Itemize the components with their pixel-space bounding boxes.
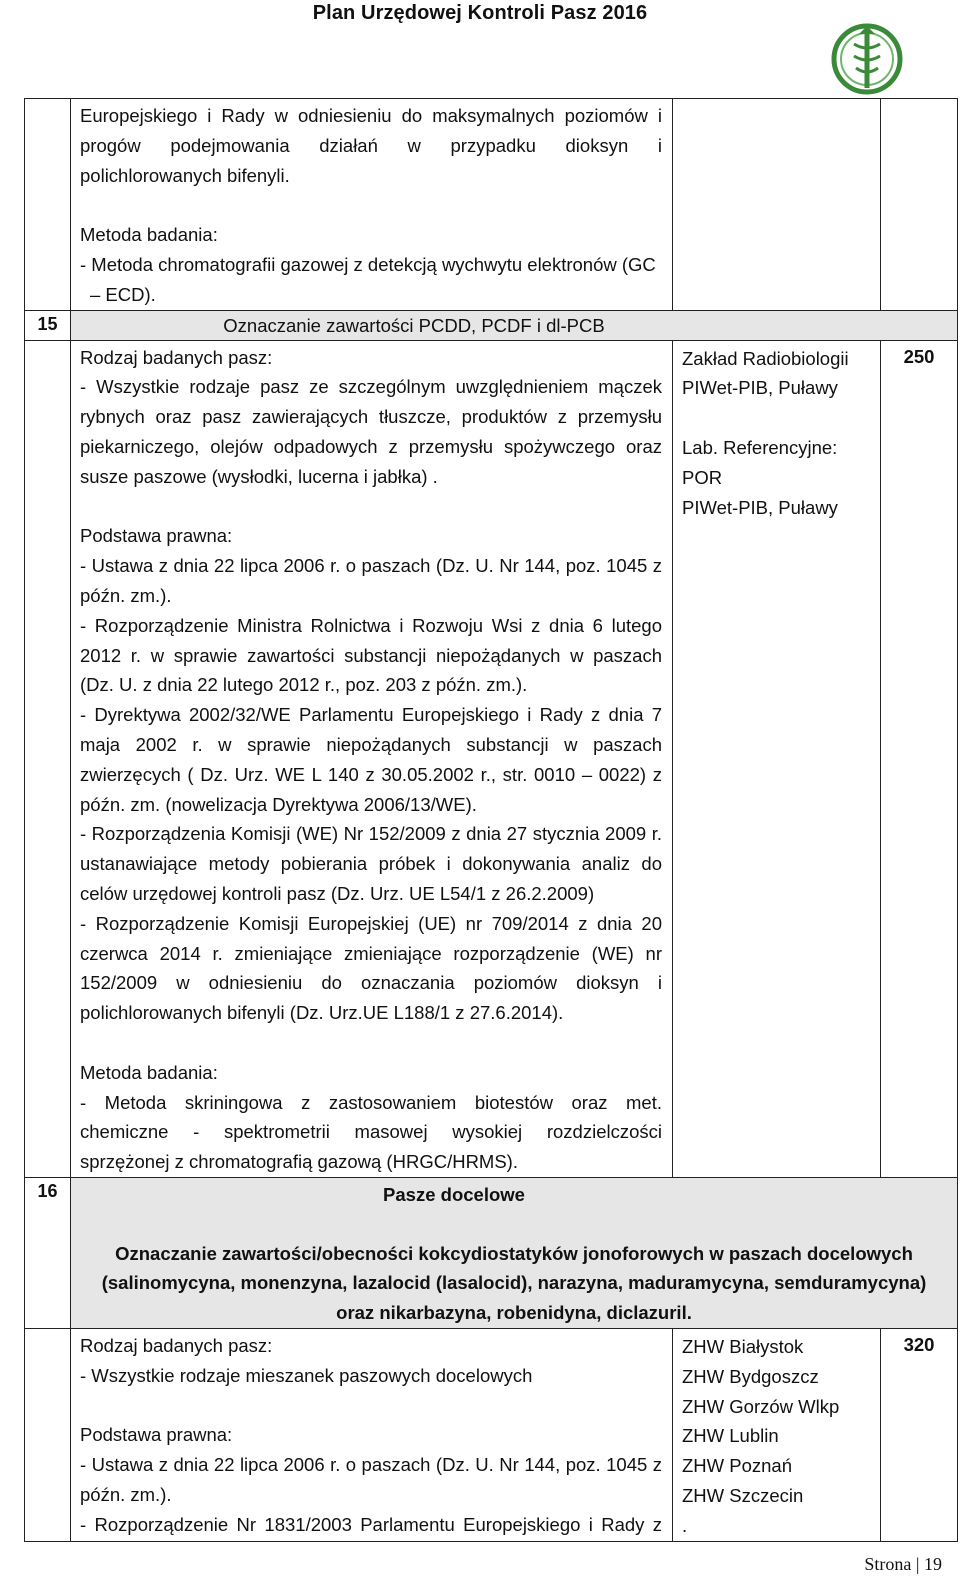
description-cell-15 — [71, 340, 673, 1177]
text-line: chemiczne - spektrometrii masowej wysokiej rozdzielczości — [80, 1121, 662, 1143]
description-cell-16 — [71, 1329, 673, 1542]
page-number: Strona | 19 — [864, 1554, 942, 1574]
text-line: progów podejmowania działań w przypadku dioksyn i — [80, 134, 662, 156]
text-line: - Ustawa z dnia 22 lipca 2006 r. o paszach (Dz. U. Nr 144, poz. 1045 z — [80, 555, 662, 577]
section-title: Pasze docelowe — [383, 1183, 525, 1205]
row-number-16: 16 — [25, 1177, 71, 1328]
row-number-15: 15 — [25, 310, 71, 340]
text-line: czerwca 2014 r. zmieniające zmieniające rozporządzenie (WE) nr — [80, 942, 662, 964]
lab-line: ZHW Bydgoszcz — [682, 1365, 819, 1387]
text-line: polichlorowanych bifenyli. — [80, 164, 290, 186]
text-line: susze paszowe (wysłodki, lucerna i jabłka) . — [80, 465, 438, 487]
lab-line: PIWet-PIB, Puławy — [682, 377, 838, 399]
text-line: - Wszystkie rodzaje mieszanek paszowych docelowych — [80, 1364, 533, 1386]
table-row-16-header — [25, 1177, 958, 1328]
subtitle-line: (salinomycyna, monenzyna, lazalocid (lasalocid), narazyna, maduramycyna, semduramycyna) — [101, 1272, 927, 1294]
text-line: późn. zm.). — [80, 1484, 172, 1506]
subtitle-line: Oznaczanie zawartości/obecności kokcydiostatyków jonoforowych w paszach docelowych — [115, 1242, 913, 1264]
text-line: - Wszystkie rodzaje pasz ze szczególnym uwzględnieniem mączek — [80, 376, 662, 398]
lab-line: POR — [682, 466, 723, 488]
description-cell — [71, 99, 673, 311]
count-cell — [881, 99, 958, 311]
text-line: rybnych oraz pasz zawierających tłuszcze, produktów z przemysłu — [80, 406, 662, 428]
text-line: późn. zm.). — [80, 584, 172, 606]
section-title-16 — [71, 1177, 958, 1328]
subtitle-line: oraz nikarbazyna, robenidyna, diclazuril. — [336, 1302, 692, 1324]
row-number-cell — [25, 1329, 71, 1542]
text-line: maja 2002 r. w sprawie niepożądanych substancji w paszach — [80, 733, 662, 755]
lab-line: ZHW Lublin — [682, 1425, 779, 1447]
page-header-title: Plan Urzędowej Kontroli Pasz 2016 — [312, 2, 648, 24]
count-cell-15: 250 — [881, 340, 958, 1177]
text-line: późn. zm. (nowelizacja Dyrektywa 2006/13/WE). — [80, 793, 477, 815]
veterinary-logo-icon — [826, 22, 908, 96]
text-line: piekarniczego, olejów odpadowych z przemysłu spożywczego oraz — [80, 435, 662, 457]
table-row-continuation — [25, 99, 958, 311]
text-line: 2012 r. w sprawie zawartości substancji niepożądanych w paszach — [80, 644, 662, 666]
text-line: - Rozporządzenia Komisji (WE) Nr 152/2009 z dnia 27 stycznia 2009 r. — [80, 823, 662, 845]
lab-line — [682, 403, 872, 433]
feed-label: Rodzaj badanych pasz: — [80, 346, 273, 368]
lab-line: ZHW Białystok — [682, 1336, 804, 1358]
lab-cell-15 — [673, 340, 881, 1177]
table-row-15-header — [25, 310, 958, 340]
feed-control-table — [24, 98, 958, 1542]
lab-line: . — [682, 1514, 688, 1536]
table-row-15 — [25, 340, 958, 1177]
row-number-cell — [25, 340, 71, 1177]
text-line: – ECD). — [90, 283, 156, 305]
text-line: sprzężonej z chromatografią gazową (HRGC/HRMS). — [80, 1151, 518, 1173]
lab-line: ZHW Poznań — [682, 1455, 793, 1477]
legal-label: Podstawa prawna: — [80, 1424, 233, 1446]
text-line: - Metoda chromatografii gazowej z detekcją wychwytu elektronów (GC — [80, 253, 656, 275]
text-line: - Rozporządzenie Ministra Rolnictwa i Rozwoju Wsi z dnia 6 lutego — [80, 614, 662, 636]
lab-cell-16 — [673, 1329, 881, 1542]
table-row-16 — [25, 1329, 958, 1542]
text-line: celów urzędowej kontroli pasz (Dz. Urz. UE L54/1 z 26.2.2009) — [80, 882, 595, 904]
text-line: ustanawiające metody pobierania próbek i dokonywania analiz do — [80, 853, 662, 875]
text-line: - Dyrektywa 2002/32/WE Parlamentu Europejskiego i Rady z dnia 7 — [80, 704, 662, 726]
lab-line: PIWet-PIB, Puławy — [682, 496, 838, 518]
row-number-cell — [25, 99, 71, 311]
text-line: - Rozporządzenie Komisji Europejskiej (UE) nr 709/2014 z dnia 20 — [80, 912, 662, 934]
lab-line: ZHW Gorzów Wlkp — [682, 1395, 840, 1417]
text-line: Europejskiego i Rady w odniesieniu do maksymalnych poziomów i — [80, 105, 662, 126]
text-line: - Rozporządzenie Nr 1831/2003 Parlamentu Europejskiego i Rady z — [80, 1513, 662, 1535]
text-line: - Metoda skriningowa z zastosowaniem biotestów oraz met. — [80, 1091, 662, 1113]
method-label: Metoda badania: — [80, 1061, 218, 1083]
text-line: polichlorowanych bifenyli (Dz. Urz.UE L188/1 z 27.6.2014). — [80, 1002, 564, 1024]
lab-cell — [673, 99, 881, 311]
method-label: Metoda badania: — [80, 224, 218, 246]
text-line: - Ustawa z dnia 22 lipca 2006 r. o paszach (Dz. U. Nr 144, poz. 1045 z — [80, 1454, 662, 1476]
feed-label: Rodzaj badanych pasz: — [80, 1335, 273, 1357]
legal-label: Podstawa prawna: — [80, 525, 233, 547]
lab-line: Zakład Radiobiologii — [682, 347, 849, 369]
text-line: 152/2009 w odniesieniu do oznaczania poziomów dioksyn i — [80, 972, 662, 994]
section-title-15: Oznaczanie zawartości PCDD, PCDF i dl-PCB — [71, 310, 958, 340]
text-line: zwierzęcych ( Dz. Urz. WE L 140 z 30.05.2002 r., str. 0010 – 0022) z — [80, 763, 662, 785]
text-line: (Dz. U. z dnia 22 lutego 2012 r., poz. 203 z późn. zm.). — [80, 674, 528, 696]
lab-line: ZHW Szczecin — [682, 1485, 804, 1507]
lab-line: Lab. Referencyjne: — [682, 436, 838, 458]
count-cell-16: 320 — [881, 1329, 958, 1542]
